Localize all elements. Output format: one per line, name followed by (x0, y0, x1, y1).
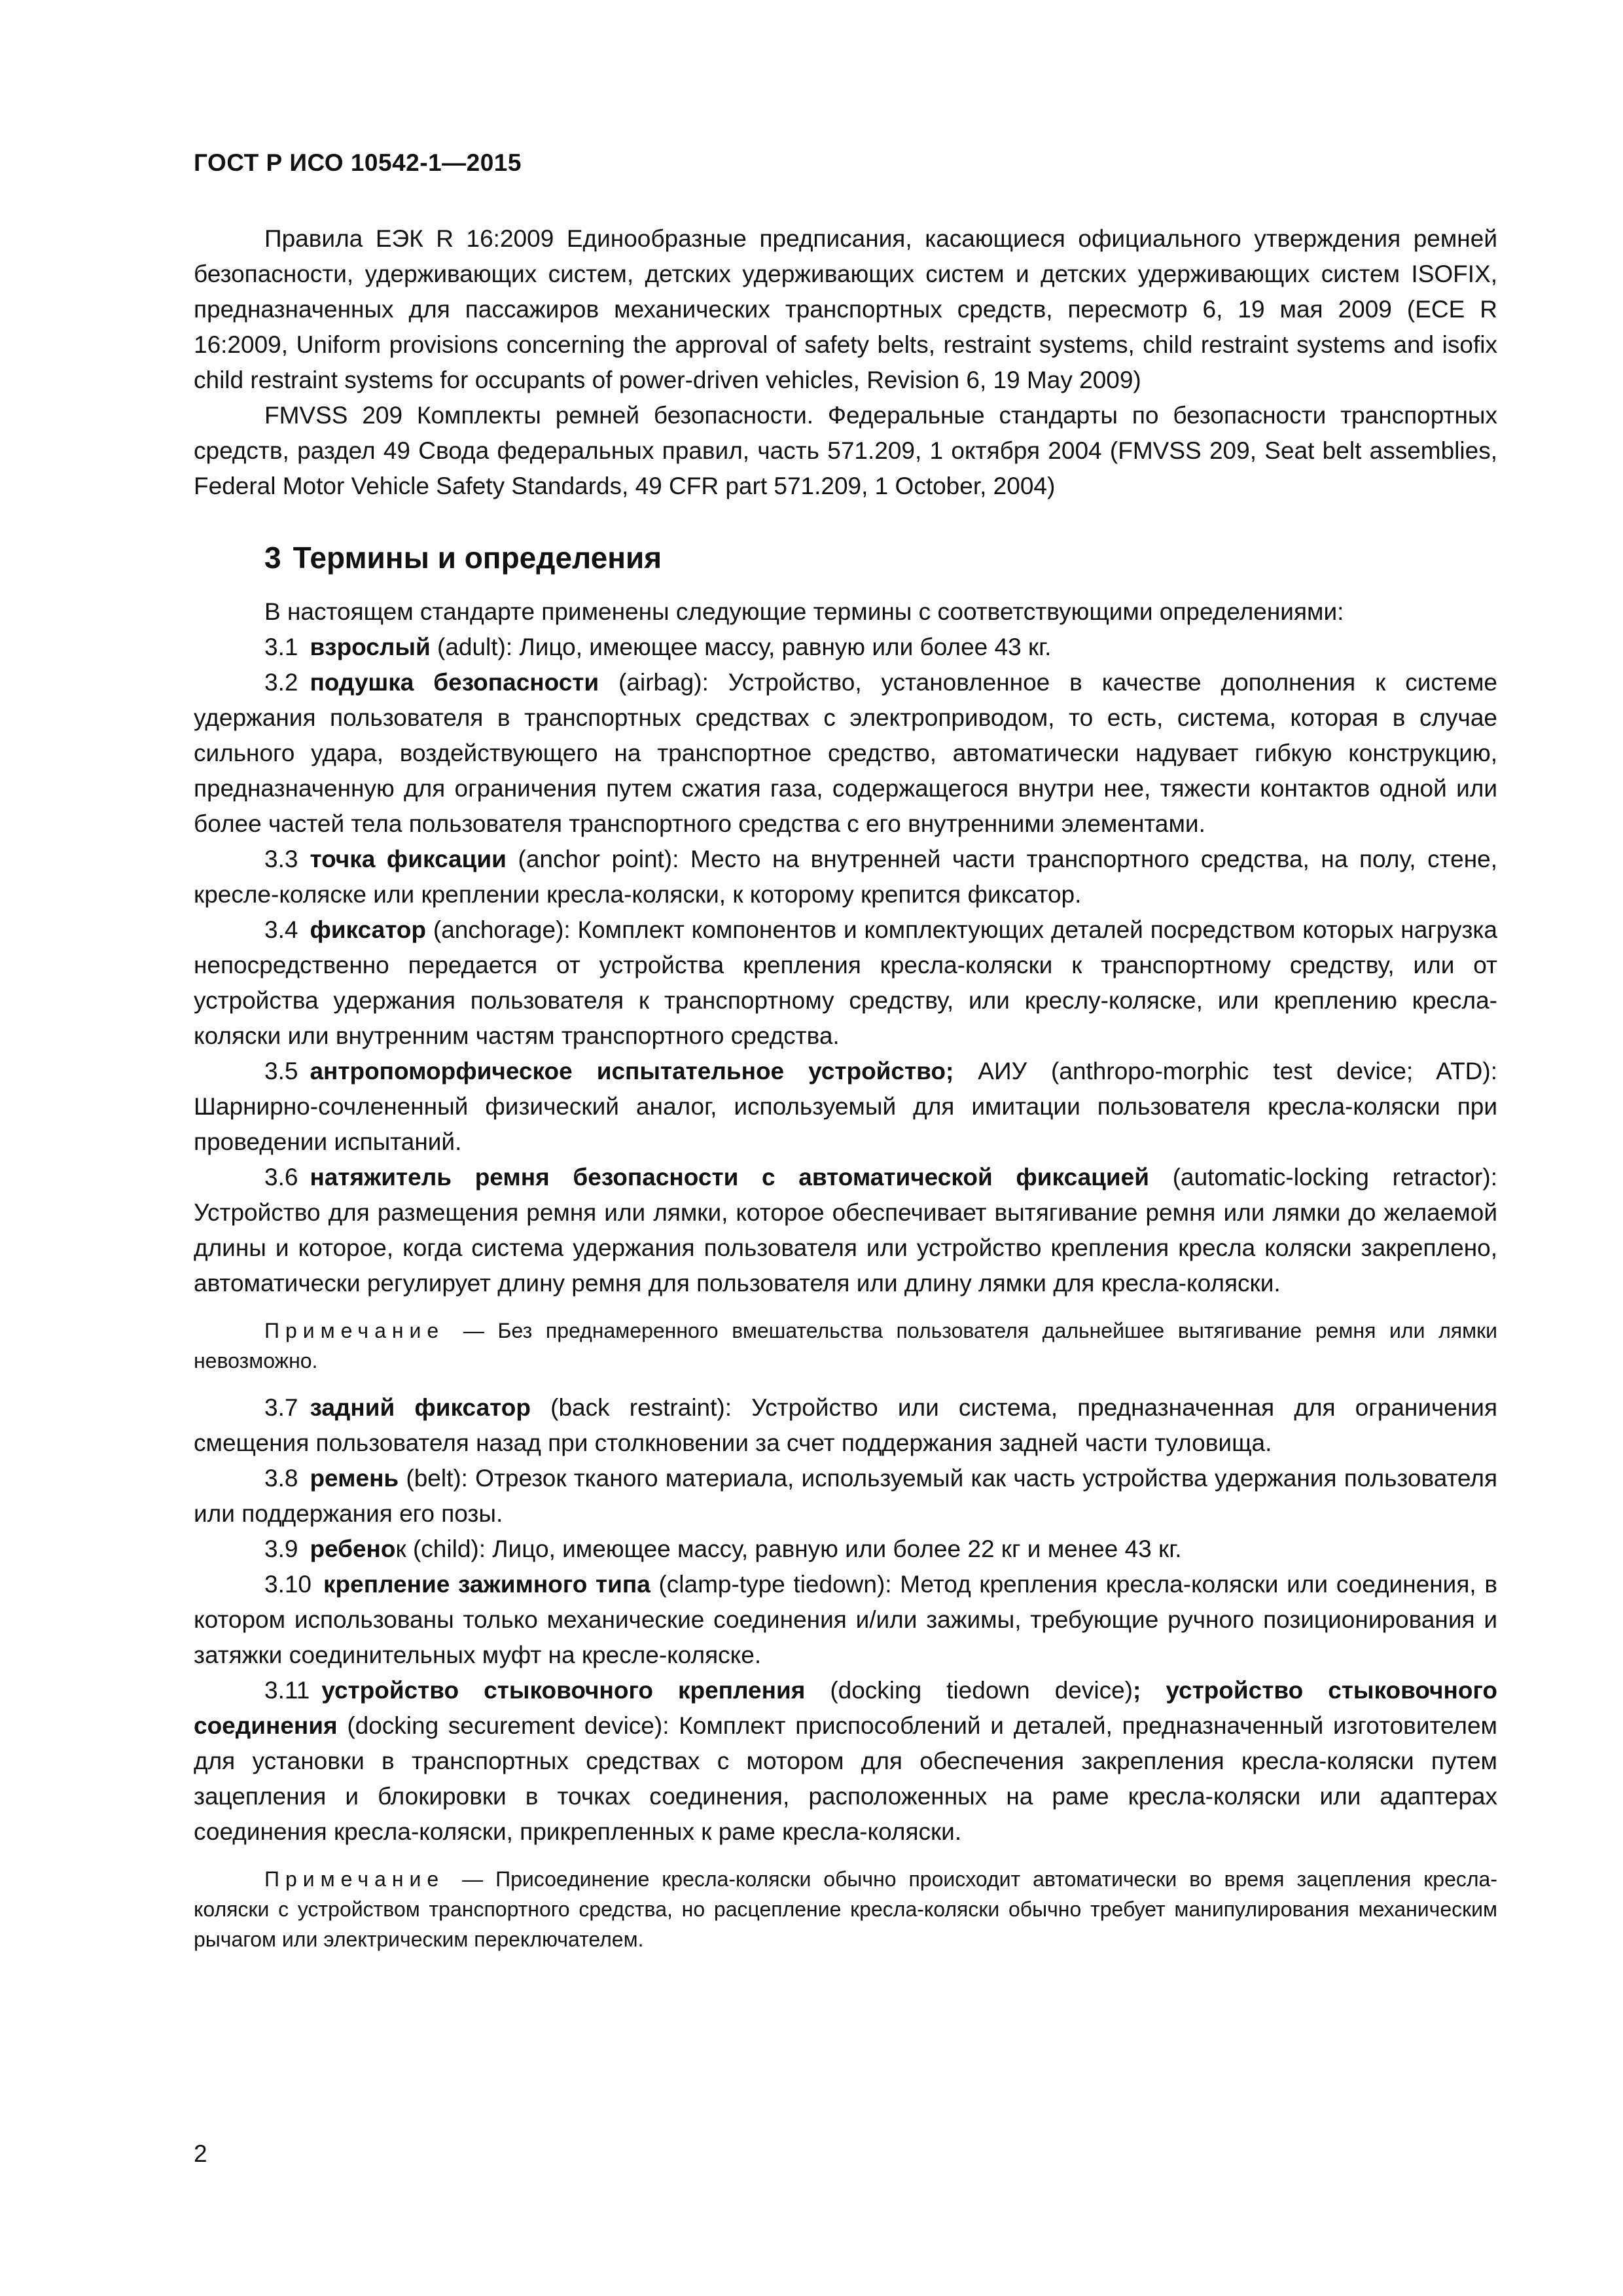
term-definition (194, 630, 1497, 665)
note-text: — Присоединение кресла-коляски обычно происходит автоматически во время зацепления кресла-коляски с устройством транспортного средства, но расцепление кресла-коляски обычно требует манипулирования механическим рычагом или электрическим переключателем. (194, 1867, 1497, 1951)
reference-paragraph: FMVSS 209 Комплекты ремней безопасности. Федеральные стандарты по безопасности транспортных средств, раздел 49 Свода федеральных правил, часть 571.209, 1 октября 2004 (FMVSS 209, Seat belt assemblies, Federal Motor Vehicle Safety Standards, 49 CFR part 571.209, 1 October, 2004) (194, 402, 1497, 499)
term-name: ремень (310, 1465, 399, 1492)
term-number: 3.10 (264, 1571, 312, 1598)
term-name: натяжитель ремня безопасности с автоматической фиксацией (310, 1164, 1149, 1191)
document-code: ГОСТ Р ИСО 10542-1—2015 (194, 149, 522, 176)
term-number: 3.6 (264, 1164, 298, 1191)
note (194, 1864, 1497, 1954)
term-text: (back restraint): Устройство или система, предназначенная для ограничения смещения пользователя назад при столкновении за счет поддержания задней части туловища. (194, 1394, 1497, 1456)
term-text: (airbag): Устройство, установленное в качестве дополнения к системе удержания пользователя в транспортных средствах с электроприводом, то есть, система, которая в случае сильного удара, воздействующего на транспортное средство, автоматически надувает гибкую конструкцию, предназначенную для ограничения путем сжатия газа, содержащегося внутри нее, тяжести контактов одной или более частей тела пользователя транспортного средства с его внутренними элементами. (194, 669, 1497, 837)
term-text: (docking securement device): Комплект приспособлений и деталей, предназначенный изготовителем для установки в транспортных средствах с мотором для обеспечения закрепления кресла-коляски путем зацепления и блокировки в точках соединения, расположенных на раме кресла-коляски или адаптерах соединения кресла-коляски, прикрепленных к раме кресла-коляски. (194, 1712, 1497, 1845)
term-definition (194, 842, 1497, 912)
term-text: (clamp-type tiedown): Метод крепления кресла-коляски или соединения, в котором использованы только механические соединения и/или зажимы, требующие ручного позиционирования и затяжки соединительных муфт на кресле-коляске. (194, 1571, 1497, 1668)
term-definition (194, 1673, 1497, 1850)
term-name: подушка безопасности (310, 669, 599, 696)
term-definition (194, 912, 1497, 1054)
term-text: к (child): Лицо, имеющее массу, равную или более 22 кг и менее 43 кг. (395, 1535, 1182, 1562)
note-text: — Без преднамеренного вмешательства пользователя дальнейшее вытягивание ремня или лямки невозможно. (194, 1319, 1497, 1372)
term-name: устройство стыковочного крепления (321, 1677, 806, 1704)
page-content (194, 221, 1497, 1969)
term-text: (anchorage): Комплект компонентов и комплектующих деталей посредством которых нагрузка непосредственно передается от устройства крепления кресла-коляски к транспортному средству, или от устройства удержания пользователя к транспортному средству, или креслу-коляске, или креплению кресла-коляски или внутренним частям транспортного средства. (194, 916, 1497, 1049)
term-number: 3.5 (264, 1058, 298, 1085)
term-text: (anchor point): Место на внутренней части транспортного средства, на полу, стене, кресле-коляске или креплении кресла-коляски, к которому крепится фиксатор. (194, 846, 1497, 908)
term-number: 3.7 (264, 1394, 298, 1421)
term-number: 3.3 (264, 846, 298, 872)
term-number: 3.2 (264, 669, 298, 696)
section-heading (194, 538, 1497, 577)
term-text: АИУ (anthropo-morphic test device; ATD): Шарнирно-сочлененный физический аналог, используемый для имитации пользователя кресла-коляски при проведении испытаний. (194, 1058, 1497, 1155)
term-text: (automatic-locking retractor): Устройство для размещения ремня или лямки, которое обеспечивает вытягивание ремня или лямки до желаемой длины и которое, когда система удержания пользователя или устройство крепления кресла коляски закреплено, автоматически регулирует длину ремня для пользователя или длину лямки для кресла-коляски. (194, 1164, 1497, 1297)
section-intro: В настоящем стандарте применены следующие термины с соответствующими определениями: (264, 598, 1344, 625)
section-number: 3 (264, 541, 281, 575)
term-definition (194, 1390, 1497, 1461)
term-definition (194, 1567, 1497, 1673)
term-name: точка фиксации (310, 846, 507, 872)
section-title: Термины и определения (293, 541, 662, 575)
term-definition (194, 1461, 1497, 1532)
term-name: ребено (310, 1535, 396, 1562)
note-label: Примечание (264, 1867, 445, 1891)
page-number: 2 (194, 2140, 207, 2167)
term-name: задний фиксатор (310, 1394, 531, 1421)
term-name: взрослый (310, 634, 431, 660)
term-number: 3.1 (264, 634, 298, 660)
term-text: (adult): Лицо, имеющее массу, равную или более 43 кг. (430, 634, 1052, 660)
term-name: антропоморфическое испытательное устройство; (310, 1058, 954, 1085)
term-definition (194, 665, 1497, 842)
term-text: (belt): Отрезок тканого материала, используемый как часть устройства удержания пользователя или поддержания его позы. (194, 1465, 1497, 1527)
term-number: 3.8 (264, 1465, 298, 1492)
note (194, 1316, 1497, 1376)
term-definition (194, 1054, 1497, 1160)
reference-paragraph: Правила ЕЭК R 16:2009 Единообразные предписания, касающиеся официального утверждения ремней безопасности, удерживающих систем, детских удерживающих систем и детских удерживающих систем ISOFIX, предназначенных для пассажиров механических транспортных средств, пересмотр 6, 19 мая 2009 (ECE R 16:2009, Uniform provisions concerning the approval of safety belts, restraint systems, child restraint systems and isofix child restraint systems for occupants of power-driven vehicles, Revision 6, 19 May 2009) (194, 225, 1497, 393)
term-name-alt: ; устройство стыковочного соединения (194, 1677, 1498, 1739)
term-name: крепление зажимного типа (323, 1571, 651, 1598)
note-label: Примечание (264, 1319, 445, 1342)
term-text: (docking tiedown device) (805, 1677, 1133, 1704)
term-number: 3.11 (264, 1677, 310, 1704)
term-number: 3.9 (264, 1535, 298, 1562)
term-number: 3.4 (264, 916, 298, 943)
term-definition (194, 1160, 1497, 1301)
term-name: фиксатор (310, 916, 427, 943)
term-definition (194, 1532, 1497, 1567)
